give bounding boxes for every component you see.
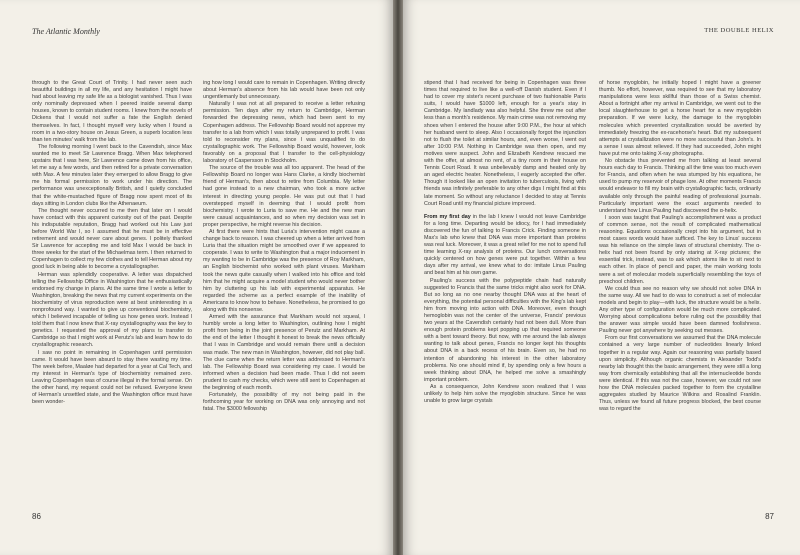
book-gutter: [393, 0, 403, 555]
paragraph: through to the Great Court of Trinity. I had never seen such beautiful buildings in all my life, and any hesitation I might have had about leaving my safe life as a biologist vanished. Thus I was only nominally depressed when I peered inside several damp houses, known to contain student rooms. I knew from the novels of Dickens that I would not suffer a fate the English denied themselves. In fact, I thought myself very lucky when I found a room in a two-story house on Jesus Green, a superb location less than ten minutes' walk from the lab.: [32, 80, 192, 143]
page-number: 87: [765, 512, 774, 521]
paragraph: Armed with the assurance that Markham would not squeal, I humbly wrote a long letter to Washington, outlining how I might profit from being in the joint presence of Perutz and Markham. At the end of the letter I thought it honest to break the news officially that I was in Cambridge and would remain there until a decision was made. The new man in Washington, however, did not play ball. The clue came when the return letter was addressed to Herman's lab. The Fellowship Board was considering my case. I would be informed when a decision had been made. Thus I did not seem prudent to cash my checks, which were still sent to Copenhagen at the beginning of each month.: [203, 314, 365, 392]
left-column-1: [32, 80, 192, 406]
paragraph: At first there were hints that Luria's intervention might cause a change back to reason. I was cheered up when a letter arrived from Luria that the situation might be smoothed over if we appeared to cooperate. I was to write to Washington that a major inducement in my wanting to be in Cambridge was the presence of Roy Markham, an English biochemist who worked with plant viruses. Markham took the news quite casually when I walked into his office and told him that he might acquire a model student who would never bother him by cluttering up his lab with experimental apparatus. He regarded the scheme as a perfect example of the inability of Americans to know how to behave. Nonetheless, he promised to go along with this nonsense.: [203, 228, 365, 313]
paragraph: ing how long I would care to remain in Copenhagen. Writing directly about Herman's absence from his lab would have been not only ungentlemanly but unnecessary.: [203, 80, 365, 101]
paragraph: The thought never occurred to me then that later on I would have contact with this apparent curiosity out of the past. Despite his indisputable reputation, Bragg had worked out his Law just before World War I, so I assumed that he must be in effective retirement and would never care about genes. I politely thanked Sir Lawrence for accepting me and told Max I would be back in three weeks for the start of the Michaelmas term. I then returned to Copenhagen to collect my few clothes and to tell Herman about my good luck in being able to become a crystallographer.: [32, 207, 193, 271]
left-column-2: [203, 80, 365, 413]
right-column-1: [424, 80, 586, 405]
section-opening: [424, 214, 586, 278]
running-header: The Atlantic Monthly: [32, 27, 100, 36]
paragraph: Herman was splendidly cooperative. A letter was dispatched telling the Fellowship Office in Washington that he enthusiastically endorsed my change in plans. At the same time I wrote a letter to Washington, breaking the news that my current experiments on the biochemistry of virus reproduction were at best uninteresting in a nonprofound way. I wanted to give up conventional biochemistry, which I believed incapable of telling us how genes work. Instead I told them that I now knew that X-ray crystallography was the key to genetics. I requested the approval of my plans to transfer to Cambridge so that I might work at Perutz's lab and learn how to do crystallographic research.: [32, 271, 192, 349]
paragraph: No obstacle thus prevented me from talking at least several hours each day to Francis. Thinking all the time was too much even for Francis, and often when he was stumped by his equations, he used to pump my reservoir of phage lore. At other moments Francis would endeavor to fill my brain with crystallographic facts, ordinarily available only through the painful reading of professional journals. Particularly important were the exact arguments needed to understand how Linus Pauling had discovered the α-helix.: [599, 158, 761, 214]
paragraph: stipend that I had received for being in Copenhagen was three times that required to live like a well-off Danish student. Even if I had to cover my sister's recent purchase of two fashionable Paris suits, I would have $1000 left, enough for a year's stay in Cambridge. My landlady was also helpful. She threw me out after less than a month's residence. My main crime was not removing my shoes when I entered the house after 9:00 P.M., the hour at which her husband went to sleep. Also I occasionally forgot the injunction not to flush the toilet at similar hours, and, even worse, I went out after 10:00 P.M. Nothing in Cambridge was then open, and my motives were suspect. John and Elizabeth Kendrew rescued me with the offer, at almost no rent, of a tiny room in their house on Tennis Court Road. It was unbelievably damp and heated only by an aged electric heater. Nonetheless, I eagerly accepted the offer. Though it looked like an open invitation to tuberculosis, living with friends was infinitely preferable to any other digs I might find at this late moment. So without any reluctance I decided to stay at Tennis Court Road until my financial picture improved.: [424, 80, 586, 207]
page-number: 86: [32, 512, 41, 521]
paragraph: We could thus see no reason why we should not solve DNA in the same way. All we had to do was to construct a set of molecular models and begin to play—with luck, the structure would be a helix. Any other type of configuration would be much more complicated. Worrying about complications before ruling out the possibility that the answer was simple would have been damned foolishness. Pauling never got anywhere by seeking out messes.: [599, 285, 761, 335]
paragraph: I soon was taught that Pauling's accomplishment was a product of common sense, not the result of complicated mathematical reasoning. Equations occasionally crept into his argument, but in most cases words would have sufficed. The key to Linus' success was his reliance on the simple laws of structural chemistry. The α-helix had not been found by only staring at X-ray pictures; the essential trick, instead, was to ask which atoms like to sit next to each other. In place of pencil and paper, the main working tools were a set of molecular models superficially resembling the toys of preschool children.: [599, 214, 761, 285]
paragraph: I saw no point in remaining in Copenhagen until permission came. It would have been absurd to stay there wasting my time. The week before, Maaløe had departed for a year at Cal Tech, and my interest in Herman's type of biochemistry remained zero. Leaving Copenhagen was of course illegal in the formal sense. On the other hand, my request could not be refused. Everyone knew of Herman's unsettled state, and the Washington office must have been wonder-: [32, 349, 192, 406]
right-column-2: [599, 80, 761, 413]
running-header: THE DOUBLE HELIX: [704, 27, 774, 34]
left-page: [0, 0, 393, 555]
paragraph: Fortunately, the possibility of my not being paid in the forthcoming year for working on DNA was only annoying and not fatal. The $3000 fellowship: [203, 392, 365, 413]
paragraph: The following morning I went back to the Cavendish, since Max wanted me to meet Sir Lawrence Bragg. When Max telephoned upstairs that I was here, Sir Lawrence came down from his office, let me say a few words, and then retired for a private conversation with Max. A few minutes later they emerged to allow Bragg to give me his formal permission to work under his direction. The performance was unexceptionally British, and I quietly concluded that the white-mustached figure of Bragg now spent most of its days sitting in London clubs like the Athenaeum.: [32, 143, 192, 207]
right-page: [403, 0, 800, 555]
paragraph-text: in the lab I knew I would not leave Cambridge for a long time. Departing would be idiocy, for I had immediately discovered the fun of talking to Francis Crick. Finding someone in Max's lab who knew that DNA was more important than proteins was real luck. Moreover, it was a great relief for me not to spend full time learning X-ray analysis of proteins. Our lunch conversations quickly centered on how genes were put together. Within a few days after my arrival, we knew what to do: imitate Linus Pauling and beat him at his own game.: [424, 213, 586, 277]
paragraph: Naturally I was not at all prepared to receive a letter refusing permission. Ten days after my return to Cambridge, Herman forwarded the depressing news, which had been sent to my Copenhagen address. The Fellowship Board would not approve my transfer to a lab from which I was totally unprepared to profit. I was told to reconsider my plans, since I was unqualified to do crystallographic work. The Fellowship Board would, however, look favorably on a proposal that I transfer to the cell-physiology laboratory of Caspersson in Stockholm.: [203, 101, 365, 165]
paragraph: As a consequence, John Kendrew soon realized that I was unlikely to help him solve the myoglobin structure. Since he was unable to grow large crystals: [424, 383, 586, 405]
paragraph: of horse myoglobin, he initially hoped I might have a greener thumb. No effort, however, was required to see that my laboratory manipulations were less skillful than those of a Swiss chemist. About a fortnight after my arrival in Cambridge, we went out to the local slaughterhouse to get a horse heart for a new myoglobin preparation. If we were lucky, the damage to the myoglobin molecules which prevented crystallization would be averted by immediately freezing the ex-racehorse's heart. But my subsequent attempts at crystallization were no more successful than John's. In a sense I was almost relieved. If they had succeeded, John might have put me onto taking X-ray photographs.: [599, 80, 761, 157]
paragraph: From our first conversations we assumed that the DNA molecule contained a very large number of nucleotides linearly linked together in a regular way. Again our reasoning was partially based upon simplicity. Although organic chemists in Alexander Todd's nearby lab thought this the basic arrangement, they were still a long way from chemically establishing that all the internucleotide bonds were identical. If this was not the case, however, we could not see how the DNA molecules packed together to form the crystalline aggregates studied by Maurice Wilkins and Rosalind Franklin. Thus, unless we found all future progress blocked, the best course was to regard the: [599, 335, 761, 413]
lead-in: From my first day: [424, 213, 471, 220]
paragraph: Pauling's success with the polypeptide chain had naturally suggested to Francis that the same tricks might also work for DNA. But so long as no one nearby thought DNA was at the heart of everything, the potential personal difficulties with the King's lab kept him from moving into action with DNA. Moreover, even though hemoglobin was not the center of the universe, Francis' previous two years at the Cavendish certainly had not been dull. More than enough protein problems kept popping up that required someone with a bent toward theory. But now, with me around the lab always wanting to talk about genes, Francis no longer kept his thoughts about DNA in a back recess of his brain. Even so, he had no intention of abandoning his interest in the other laboratory problems. No one should mind if, by spending only a few hours a week thinking about DNA, he helped me solve a smashingly important problem.: [424, 277, 586, 383]
paragraph: The source of the trouble was all too apparent. The head of the Fellowship Board no longer was Hans Clarke, a kindly biochemist friend of Herman's, then about to retire from Columbia. My letter had gone instead to a new chairman, who took a more active interest in directing young people. He was put out that I had overstepped myself in deeming that I would profit from biochemistry. I wrote to Luria to save me. He and the new man were casual acquaintances, and so when my decision was set in proper perspective, he might reverse his decision.: [203, 165, 365, 228]
